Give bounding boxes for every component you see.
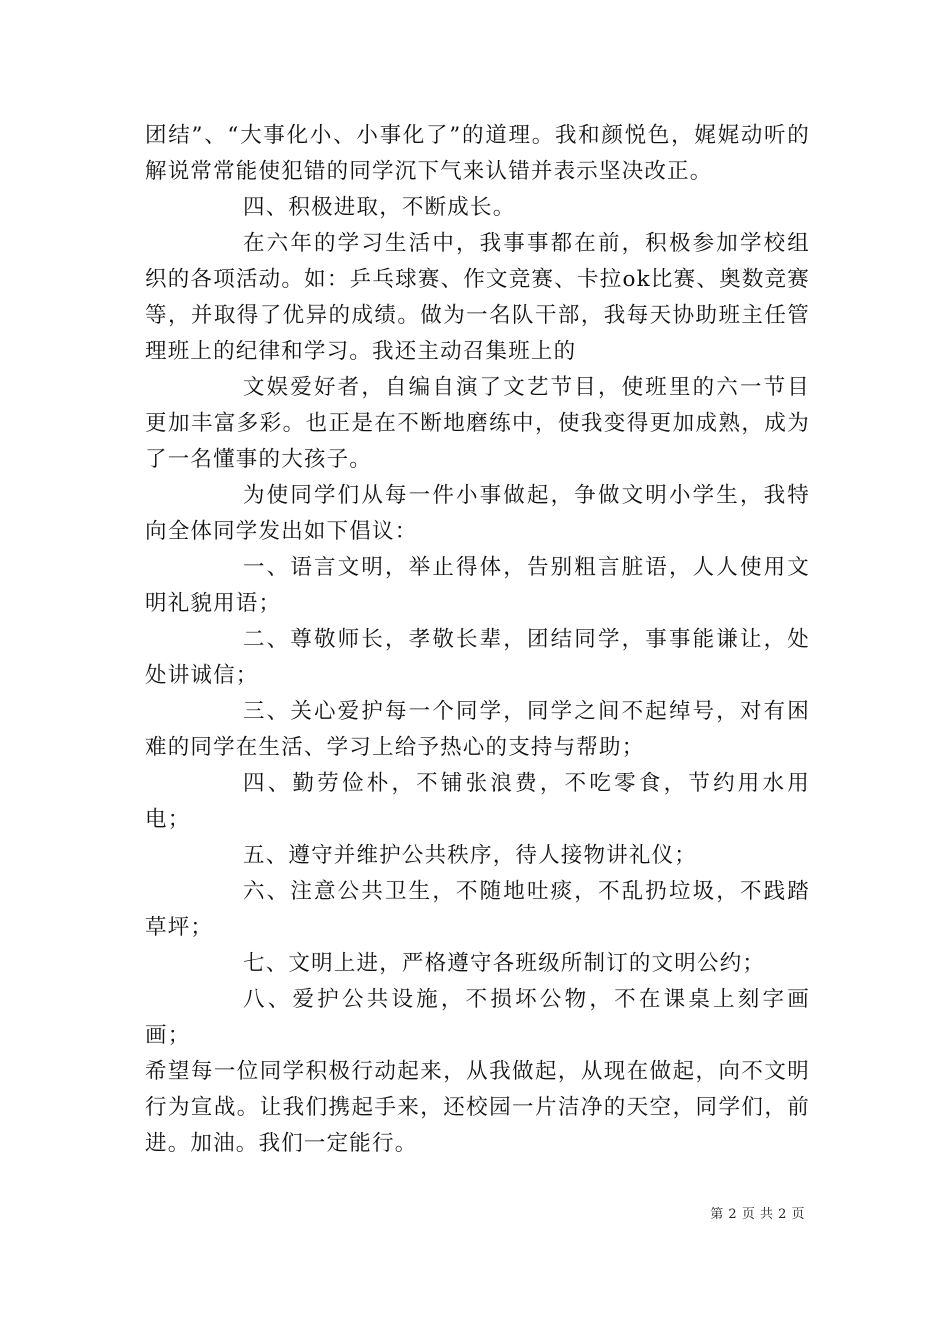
section-heading-4: 四、积极进取，不断成长。 <box>243 195 516 220</box>
paragraph-3: 在六年的学习生活中，我事事都在前，积极参加学校组织的各项活动。如：乒乓球赛、作文竞赛、卡拉ok比赛、奥数竞赛等，并取得了优异的成绩。做为一名队干部，我每天协助班主任管理班上的纪律和学习。我还主动召集班上的 <box>145 231 810 364</box>
paragraph-1: 团结”、“大事化小、小事化了”的道理。我和颜悦色，娓娓动听的解说常常能使犯错的同学沉下气来认错并表示坚决改正。 <box>145 123 810 184</box>
page-number-footer: 第 2 页 共 2 页 <box>710 1207 805 1222</box>
proposal-item-1: 一、语言文明，举止得体，告别粗言脏语，人人使用文明礼貌用语； <box>145 555 810 616</box>
proposal-item-6: 六、注意公共卫生，不随地吐痰，不乱扔垃圾，不践踏草坪； <box>145 879 810 940</box>
closing-paragraph: 希望每一位同学积极行动起来，从我做起，从现在做起，向不文明行为宣战。让我们携起手来，还校园一片洁净的天空，同学们，前进。加油。我们一定能行。 <box>145 1059 810 1156</box>
proposal-item-8: 八、爱护公共设施，不损坏公物，不在课桌上刻字画画； <box>145 987 810 1048</box>
paragraph-4: 文娱爱好者，自编自演了文艺节目，使班里的六一节目更加丰富多彩。也正是在不断地磨练中，使我变得更加成熟，成为了一名懂事的大孩子。 <box>145 375 810 472</box>
proposal-item-4: 四、勤劳俭朴，不铺张浪费，不吃零食，节约用水用电； <box>145 771 810 832</box>
proposal-item-2: 二、尊敬师长，孝敬长辈，团结同学，事事能谦让，处处讲诚信； <box>145 627 810 688</box>
document-body <box>145 118 810 1162</box>
proposal-item-3: 三、关心爱护每一个同学，同学之间不起绰号，对有困难的同学在生活、学习上给予热心的支持与帮助； <box>145 699 810 760</box>
proposal-item-7: 七、文明上进，严格遵守各班级所制订的文明公约； <box>243 951 766 976</box>
proposal-item-5: 五、遵守并维护公共秩序，待人接物讲礼仪； <box>243 843 698 868</box>
paragraph-5: 为使同学们从每一件小事做起，争做文明小学生，我特向全体同学发出如下倡议： <box>145 483 810 544</box>
